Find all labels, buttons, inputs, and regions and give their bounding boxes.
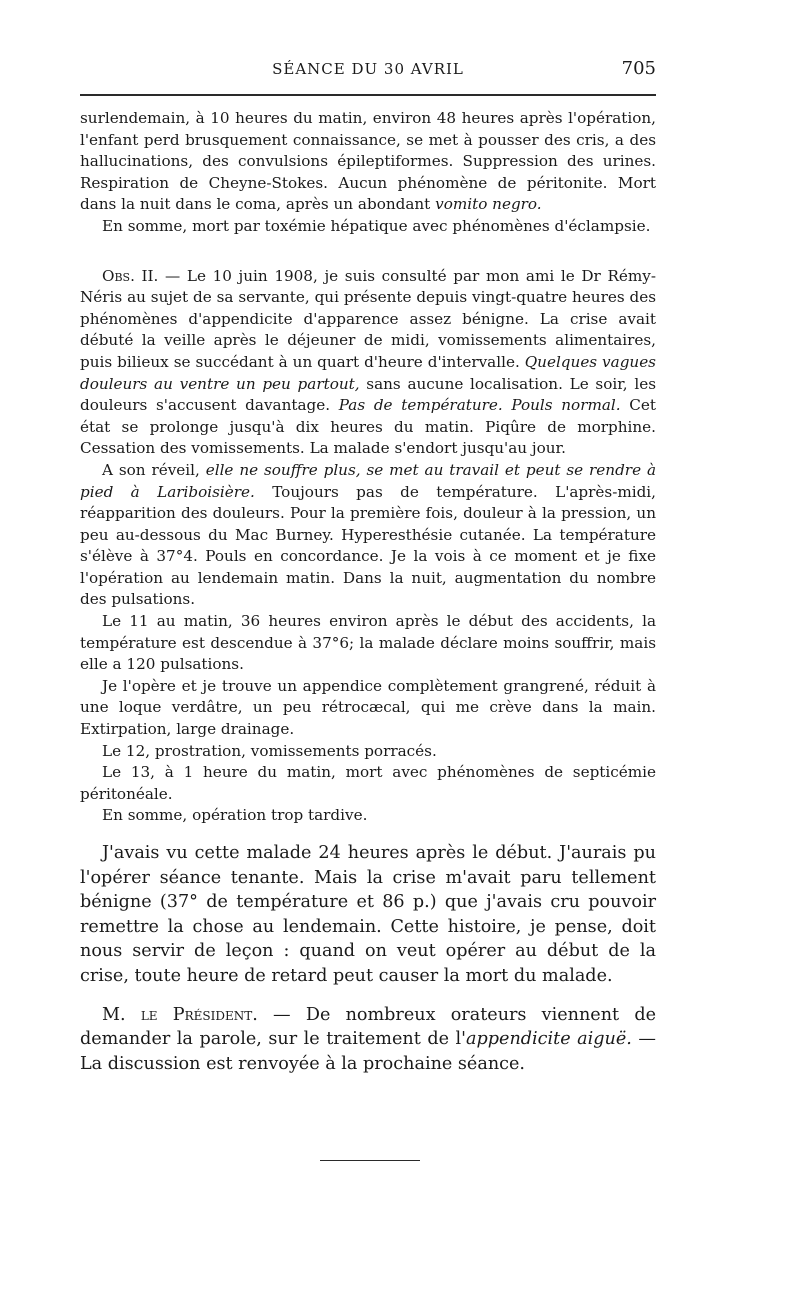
italic-run: vomito negro. <box>435 195 542 214</box>
text-run: Toujours pas de température. L'après-midi, réapparition des douleurs. Pour la première fois, douleur à la pression, un peu au-dessous du Mac Burney. Hyperesthésie cutanée. La température s'élève à 37°4. Pouls en concordance. Je la vois à ce moment et je fixe l'opération au lendemain matin. Dans la nuit, augmentation du nombre des pulsations. <box>80 482 656 609</box>
paragraph: Je l'opère et je trouve un appendice complètement grangrené, réduit à une loque verdâtre, un peu rétrocæcal, qui me crève dans la main. Extirpation, large drainage. <box>80 676 656 739</box>
text-run: — De nombreux orateurs viennent de demander la parole, sur le traitement de l' <box>80 1004 657 1050</box>
paragraph: J'avais vu cette malade 24 heures après le début. J'aurais pu l'opérer séance tenante. Mais la crise m'avait paru tellement bénigne (37° de température et 86 p.) que j'avais cru pouvoir remettre la chose au lendemain. Cette histoire, je pense, doit nous servir de leçon : quand on veut opérer au début de la crise, toute heure de retard peut causer la mort du malade. <box>80 843 656 986</box>
case-notes <box>80 108 656 827</box>
president-paragraph <box>80 1003 656 1077</box>
text-run: — La discussion est renvoyée à la prochaine séance. <box>80 1029 657 1074</box>
paragraph: Le 12, prostration, vomissements porracés. <box>102 741 437 760</box>
observation-paragraph <box>80 266 656 460</box>
text-run: — Le 10 juin 1908, je suis consulté par mon ami le Dr Rémy-Néris au sujet de sa servante, qui présente depuis vingt-quatre heures des phénomènes d'appendicite d'apparence assez bénigne. La crise avait débuté la veille après le déjeuner de midi, vomissements alimentaires, puis bilieux se succédant à un quart d'heure d'intervalle. <box>80 266 656 371</box>
page-body <box>80 108 656 1076</box>
speaker-label: M. le Président. <box>102 1004 258 1025</box>
discussion-text <box>80 841 656 1076</box>
italic-run: Quelques vagues douleurs au ventre un peu partout, <box>80 352 656 393</box>
paragraph: En somme, opération trop tardive. <box>102 806 368 825</box>
italic-run: elle ne souffre plus, se met au travail et peut se rendre à pied à Lariboisière. <box>80 460 656 501</box>
paragraph: Le 11 au matin, 36 heures environ après le début des accidents, la température est descendue à 37°6; la malade déclare moins souffrir, mais elle a 120 pulsations. <box>80 612 656 674</box>
text-run: A son réveil, <box>102 460 206 479</box>
paragraph: En somme, mort par toxémie hépatique avec phénomènes d'éclampsie. <box>102 216 651 235</box>
text-run: sans aucune localisation. Le soir, les douleurs s'accusent davantage. <box>80 374 657 415</box>
paragraph <box>80 460 656 611</box>
paragraph <box>80 108 656 216</box>
text-run: surlendemain, à 10 heures du matin, environ 48 heures après l'opération, l'enfant perd brusquement connaissance, se met à pousser des cris, a des hallucinations, des convulsions épileptiformes. Suppression des urines. Respiration de Cheyne-Stokes. Aucun phénomène de péritonite. Mort dans la nuit dans le coma, après un abondant <box>80 109 656 214</box>
paragraph-gap <box>80 238 656 266</box>
text-run: Cet état se prolonge jusqu'à dix heures du matin. Piqûre de morphine. Cessation des vomissements. La malade s'endort jusqu'au jour. <box>80 396 656 458</box>
page-number: 705 <box>621 58 656 79</box>
page-header <box>80 54 656 94</box>
running-head: SÉANCE DU 30 AVRIL <box>272 60 464 78</box>
end-rule <box>320 1160 420 1161</box>
header-rule <box>80 94 656 96</box>
paragraph: Le 13, à 1 heure du matin, mort avec phénomènes de septicémie péritonéale. <box>80 763 656 803</box>
italic-run: Pas de température. Pouls normal. <box>338 396 621 415</box>
observation-label: Obs. II. <box>102 266 159 285</box>
italic-run: appendicite aiguë. <box>466 1029 632 1050</box>
